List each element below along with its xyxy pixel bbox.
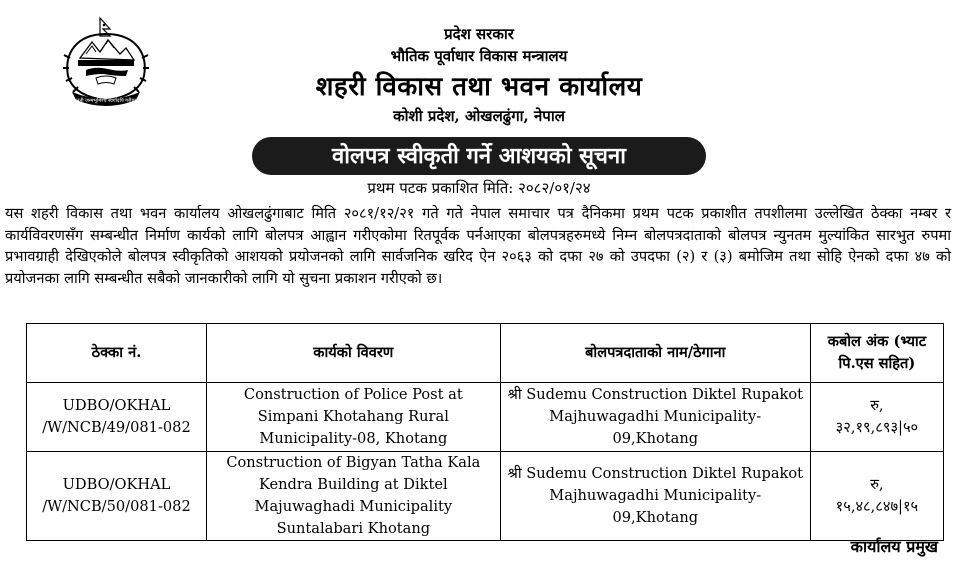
cell-bidder: श्री Sudemu Construction Diktel Rupakot Majhuwagadhi Municipality-09,Khotang bbox=[500, 383, 810, 452]
signature-office-chief: कार्यालय प्रमुख bbox=[850, 537, 938, 556]
table-header-row bbox=[27, 324, 944, 383]
header-description: कार्यको विवरण bbox=[206, 324, 500, 383]
cell-description: Construction of Bigyan Tatha Kala Kendra Building at Diktel Majuwaghadi Municipality Suntalabari Khotang bbox=[206, 452, 500, 541]
header-amount: कबोल अंक (भ्याट पि.एस सहित) bbox=[810, 324, 943, 383]
bid-table bbox=[26, 323, 944, 541]
header-bidder: बोलपत्रदाताको नाम/ठेगाना bbox=[500, 324, 810, 383]
amount-value: ३२,१९,८९३|५० bbox=[835, 419, 919, 436]
amount-prefix: रु, bbox=[870, 397, 884, 414]
cell-description: Construction of Police Post at Simpani Khotahang Rural Municipality-08, Khotang bbox=[206, 383, 500, 452]
table-row bbox=[27, 452, 944, 541]
notice-title: वोलपत्र स्वीकृती गर्ने आशयको सूचना bbox=[252, 137, 706, 175]
amount-value: १५,४८,८४७|१५ bbox=[835, 498, 919, 515]
cell-contract-no: UDBO/OKHAL /W/NCB/50/081-082 bbox=[27, 452, 207, 541]
notice-body: यस शहरी विकास तथा भवन कार्यालय ओखलढुंगाबाट मिति २०८१/१२/२१ गते गते नेपाल समाचार पत्र दैनिकमा प्रथम पटक प्रकाशीत तपशीलमा उल्लेखित ठेक्का नम्बर र कार्यविवरणसँग सम्बन्धीत निर्माण कार्यको लागि बोलपत्र आह्वान गरीएकोमा रितपूर्वक पर्नआएका बोलपत्रहरुमध्ये निम्न बोलपत्रदाताको बोलपत्र न्युनतम मुल्यांकित सारभुत रुपमा प्रभावग्राही देखिएकोले बोलपत्र स्वीकृतिको आशयको प्रयोजनको लागि सार्वजनिक खरिद ऐन २०६३ को दफा २७ को उपदफा (२) र (३) बमोजिम तथा सोहि ऐनको दफा ४७ को प्रयोजनका लागि सम्बन्धीत सबैको जानकारीको लागि यो सुचना प्रकाशन गरीएको छ। bbox=[5, 205, 951, 287]
cell-bidder: श्री Sudemu Construction Diktel Rupakot Majhuwagadhi Municipality-09,Khotang bbox=[500, 452, 810, 541]
emblem-motto: जननी जन्मभूमिश्च स्वर्गादपि गरीयसी bbox=[72, 98, 140, 104]
cell-amount bbox=[810, 383, 943, 452]
header-office-name: शहरी विकास तथा भवन कार्यालय bbox=[315, 72, 643, 102]
header-province-government: प्रदेश सरकार bbox=[444, 25, 514, 43]
cell-contract-no: UDBO/OKHAL /W/NCB/49/081-082 bbox=[27, 383, 207, 452]
table-row bbox=[27, 383, 944, 452]
header-address: कोशी प्रदेश, ओखलढुंगा, नेपाल bbox=[393, 107, 565, 125]
first-published-date: प्रथम पटक प्रकाशित मिति: २०८२/०१/२४ bbox=[367, 179, 591, 197]
amount-prefix: रु, bbox=[870, 476, 884, 493]
header-contract-no: ठेक्का नं. bbox=[27, 324, 207, 383]
cell-amount bbox=[810, 452, 943, 541]
header-ministry: भौतिक पूर्वाधार विकास मन्त्रालय bbox=[390, 47, 568, 65]
